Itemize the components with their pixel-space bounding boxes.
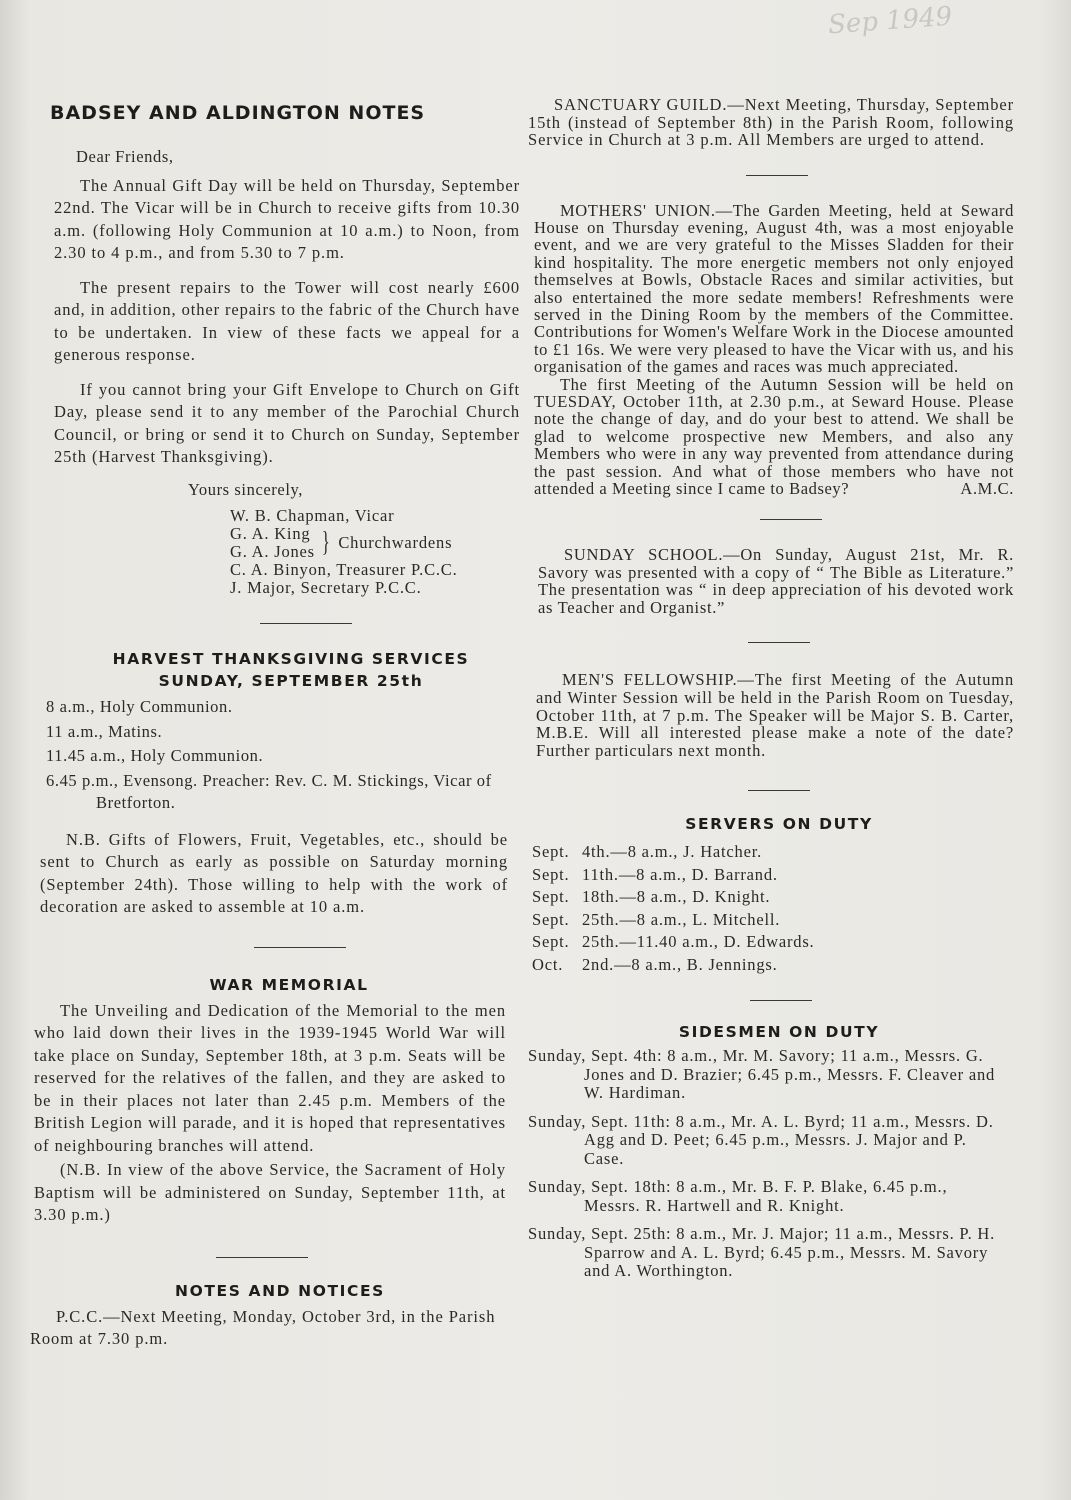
mothers-union-signoff: A.M.C.: [960, 479, 1014, 499]
page-title: BADSEY AND ALDINGTON NOTES: [50, 102, 426, 124]
section-divider: [760, 519, 822, 520]
table-row: [532, 886, 1014, 909]
gift-envelope-paragraph: If you cannot bring your Gift Envelope to Church on Gift Day, please send it to any member of the Parochial Church Council, or bring or send it to Church on Sunday, September 25th (Harvest Thanksgiving).: [54, 379, 520, 466]
section-divider: [254, 947, 346, 948]
section-divider: [750, 1000, 812, 1001]
server-detail: 25th.—11.40 a.m., D. Edwards.: [582, 932, 815, 952]
server-detail: 2nd.—8 a.m., B. Jennings.: [582, 954, 778, 974]
server-detail: 25th.—8 a.m., L. Mitchell.: [582, 909, 781, 929]
war-memorial-title: WAR MEMORIAL: [209, 975, 369, 994]
churchwardens-group: [230, 525, 522, 561]
servers-title: SERVERS ON DUTY: [685, 815, 873, 834]
signature-vicar: W. B. Chapman, Vicar: [230, 506, 395, 525]
table-row: [532, 954, 1014, 977]
signature-secretary: J. Major, Secretary P.C.C.: [230, 578, 422, 597]
harvest-note: N.B. Gifts of Flowers, Fruit, Vegetables, etc., should be sent to Church as early as possible on Saturday morning (September 24th). Those willing to help with the work of decoration are asked to assemble at 10 a.m.: [40, 829, 508, 916]
mothers-union-autumn-session: The first Meeting of the Autumn Session will be held on TUESDAY, October 11th, at 2.30 p.m., at Seward House. Please note the change of day, and do your best to attend. We shall be glad to welcome prospective new Members, and also any Members who were in any way prevented from attendance during the past session. And what of those members who have not attended a Meeting since I came to Badsey?: [534, 374, 1014, 498]
harvest-title: HARVEST THANKSGIVING SERVICES: [112, 650, 470, 668]
list-item: Sunday, Sept. 4th: 8 a.m., Mr. M. Savory; 11 a.m., Messrs. G. Jones and D. Brazier; 6.45 p.m., Messrs. F. Cleaver and W. Hardiman.: [528, 1046, 996, 1103]
section-divider: [746, 175, 808, 176]
closing: Yours sincerely,: [188, 479, 304, 499]
gift-day-paragraph: The Annual Gift Day will be held on Thursday, September 22nd. The Vicar will be in Church to receive gifts from 10.30 a.m. (following Holy Communion at 10 a.m.) to Noon, from 2.30 to 4 p.m., and from 5.30 to 7 p.m.: [54, 175, 520, 262]
harvest-service-item: 6.45 p.m., Evensong. Preacher: Rev. C. M. Stickings, Vicar of Bretforton.: [46, 770, 492, 812]
sidesmen-list: [528, 1047, 1014, 1281]
signature-warden-jones: G. A. Jones: [230, 542, 315, 561]
server-detail: 18th.—8 a.m., D. Knight.: [582, 887, 771, 907]
harvest-service-item: 11 a.m., Matins.: [46, 721, 163, 741]
server-month: Sept.: [532, 932, 570, 952]
brace-glyph: }: [321, 527, 330, 558]
sunday-school-notice: SUNDAY SCHOOL.—On Sunday, August 21st, Mr. R. Savory was presented with a copy of “ The Bible as Literature.” The presentation was “ in deep appreciation of his devoted work as Teacher and Organist.”: [538, 545, 1014, 617]
section-divider: [260, 623, 352, 624]
baptism-note: (N.B. In view of the above Service, the Sacrament of Holy Baptism will be administered on Sunday, September 11th, at 3.30 p.m.): [34, 1160, 506, 1224]
servers-table: [528, 841, 1014, 976]
sidesmen-title: SIDESMEN ON DUTY: [678, 1023, 880, 1042]
signature-warden-king: G. A. King: [230, 524, 311, 543]
server-detail: 4th.—8 a.m., J. Hatcher.: [582, 842, 763, 862]
list-item: Sunday, Sept. 11th: 8 a.m., Mr. A. L. Byrd; 11 a.m., Messrs. D. Agg and D. Peet; 6.45 p.m., Messrs. J. Major and P. Case.: [528, 1111, 994, 1168]
harvest-service-item: 8 a.m., Holy Communion.: [46, 697, 233, 716]
mothers-union-notice: MOTHERS' UNION.—The Garden Meeting, held at Seward House on Thursday evening, August 4th, was a most enjoyable event, and we are very grateful to the Misses Sladden for their kind hospitality. The more energetic members not only enjoyed themselves at Bowls, Obstacle Races and similar activities, but also entertained the more sedate members! Refreshments were served in the Dining Room by the members of the Committee. Contributions for Women's Welfare Work in the Diocese amounted to £1 16s. We were very pleased to have the Vicar with us, and his organisation of the games and races was much appreciated.: [534, 200, 1014, 377]
table-row: [532, 909, 1014, 932]
server-month: Sept.: [532, 909, 570, 929]
churchwardens-label: Churchwardens: [338, 533, 453, 552]
right-column: [528, 96, 1014, 1291]
server-month: Sept.: [532, 864, 570, 884]
harvest-services-list: [30, 696, 522, 815]
signatures: [230, 507, 522, 597]
tower-repairs-paragraph: The present repairs to the Tower will cost nearly £600 and, in addition, other repairs to the fabric of the Church have to be undertaken. In view of these facts we appeal for a generous response.: [54, 277, 520, 364]
list-item: Sunday, Sept. 18th: 8 a.m., Mr. B. F. P. Blake, 6.45 p.m., Messrs. R. Hartwell and R. Knight.: [528, 1177, 948, 1215]
signature-treasurer: C. A. Binyon, Treasurer P.C.C.: [230, 560, 458, 579]
harvest-service-item: 11.45 a.m., Holy Communion.: [46, 746, 264, 765]
server-month: Oct.: [532, 954, 564, 974]
mens-fellowship-notice: MEN'S FELLOWSHIP.—The first Meeting of the Autumn and Winter Session will be held in the Parish Room on Tuesday, October 11th, at 7 p.m. The Speaker will be Major S. B. Carter, M.B.E. Will all interested please make a note of the date? Further particulars next month.: [536, 670, 1014, 761]
handwritten-date-annotation: Sep 1949: [827, 1, 954, 41]
left-column: [30, 98, 522, 1351]
table-row: [532, 864, 1014, 887]
pcc-notice: P.C.C.—Next Meeting, Monday, October 3rd, in the Parish Room at 7.30 p.m.: [30, 1306, 496, 1348]
war-memorial-paragraph: The Unveiling and Dedication of the Memorial to the men who laid down their lives in the 1939-1945 World War will take place on Sunday, September 18th, at 3 p.m. Seats will be reserved for the relatives of the fallen, and they are asked to be in their places not later than 2.45 p.m. Members of the British Legion will parade, and it is hoped that representatives of neighbouring branches will attend.: [34, 1000, 506, 1155]
harvest-subtitle: SUNDAY, SEPTEMBER 25th: [158, 672, 424, 690]
sanctuary-guild-notice: SANCTUARY GUILD.—Next Meeting, Thursday, September 15th (instead of September 8th) in the Parish Room, following Service in Church at 3 p.m. All Members are urged to attend.: [528, 95, 1014, 149]
section-divider: [748, 642, 810, 643]
table-row: [532, 841, 1014, 864]
list-item: Sunday, Sept. 25th: 8 a.m., Mr. J. Major; 11 a.m., Messrs. P. H. Sparrow and A. L. Byrd; 6.45 p.m., Messrs. M. Savory and A. Worthington.: [528, 1224, 996, 1281]
salutation: Dear Friends,: [76, 147, 174, 166]
notices-title: NOTES AND NOTICES: [175, 1281, 385, 1300]
section-divider: [748, 790, 810, 791]
table-row: [532, 931, 1014, 954]
server-month: Sept.: [532, 842, 570, 862]
server-month: Sept.: [532, 887, 570, 907]
section-divider: [216, 1257, 308, 1258]
server-detail: 11th.—8 a.m., D. Barrand.: [582, 864, 778, 884]
